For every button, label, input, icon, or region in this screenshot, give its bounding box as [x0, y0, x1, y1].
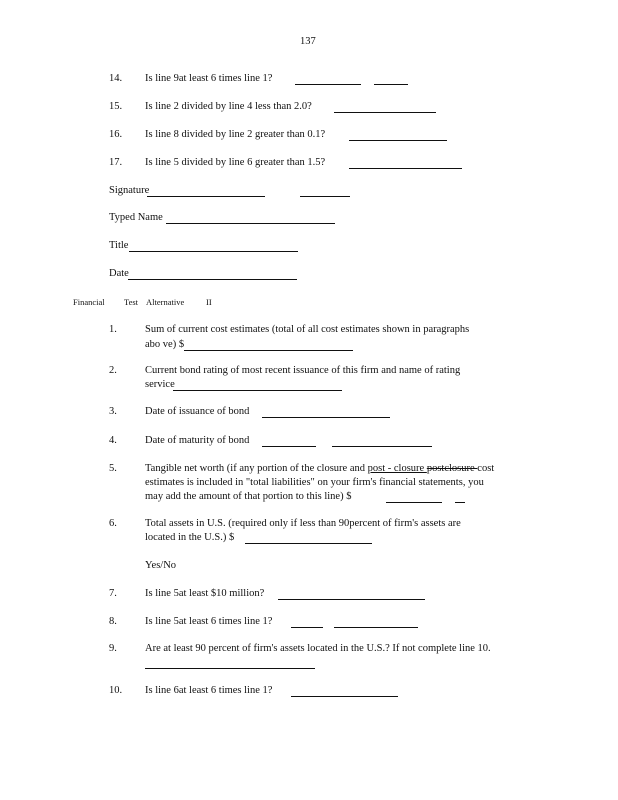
struck-text: postclosure	[426, 463, 478, 474]
title-label: Title	[109, 240, 129, 251]
item-text: Current bond rating of most recent issuance of this firm and name of rating	[145, 365, 461, 376]
item-number: 14.	[109, 73, 123, 84]
item-number: 5.	[109, 463, 117, 474]
typed-name-label: Typed Name	[109, 212, 163, 223]
answer-line[interactable]	[455, 492, 465, 503]
answer-line[interactable]	[184, 340, 353, 351]
item-text: Is line 9at least 6 times line 1?	[145, 73, 273, 84]
date-label: Date	[109, 268, 129, 279]
text-segment: Tangible net worth (if any portion of the closure and	[145, 463, 368, 474]
answer-line[interactable]	[386, 492, 442, 503]
answer-line[interactable]	[291, 686, 398, 697]
answer-line[interactable]	[295, 74, 361, 85]
item-number: 10.	[109, 685, 123, 696]
item-text: Is line 8 divided by line 2 greater than 0.1?	[145, 129, 326, 140]
signature-extra-field[interactable]	[300, 186, 350, 197]
item-number: 9.	[109, 643, 117, 654]
title-field[interactable]	[129, 241, 298, 252]
item-number: 2.	[109, 365, 117, 376]
answer-line[interactable]	[334, 617, 418, 628]
item-text: Is line 6at least 6 times line 1?	[145, 685, 273, 696]
item-number: 3.	[109, 406, 117, 417]
item-number: 7.	[109, 588, 117, 599]
item-text: estimates is included in "total liabilities" on your firm's financial statements, you	[145, 477, 484, 488]
item-text: Sum of current cost estimates (total of all cost estimates shown in paragraphs	[145, 324, 470, 335]
item-number: 6.	[109, 518, 117, 529]
item-text: Total assets in U.S. (required only if less than 90percent of firm's assets are	[145, 518, 461, 529]
item-text: Is line 5 divided by line 6 greater than 1.5?	[145, 157, 326, 168]
item-text: Is line 2 divided by line 4 less than 2.0?	[145, 101, 312, 112]
item-text: Is line 5at least 6 times line 1?	[145, 616, 273, 627]
item-text: may add the amount of that portion to this line) $	[145, 491, 352, 502]
typed-name-field[interactable]	[166, 213, 335, 224]
answer-line[interactable]	[291, 617, 323, 628]
answer-line[interactable]	[374, 74, 408, 85]
answer-line[interactable]	[278, 589, 425, 600]
answer-line[interactable]	[245, 533, 372, 544]
heading-word: Alternative	[146, 297, 185, 307]
yes-no-label: Yes/No	[145, 560, 177, 571]
answer-line[interactable]	[262, 436, 316, 447]
item-number: 1.	[109, 324, 117, 335]
item-number: 17.	[109, 157, 123, 168]
answer-line[interactable]	[332, 436, 432, 447]
heading-word: Financial	[73, 297, 105, 307]
item-text: Are at least 90 percent of firm's assets located in the U.S.? If not complete line 10.	[145, 643, 491, 654]
inserted-text: post - closure	[367, 463, 427, 474]
answer-line[interactable]	[173, 380, 342, 391]
answer-line[interactable]	[349, 130, 447, 141]
item-text: service	[145, 379, 175, 390]
item-number: 16.	[109, 129, 123, 140]
signature-label: Signature	[109, 185, 150, 196]
answer-line[interactable]	[262, 407, 390, 418]
heading-word: II	[206, 297, 212, 307]
item-text: abo ve) $	[145, 339, 185, 350]
answer-line[interactable]	[145, 658, 315, 669]
page-number: 137	[300, 36, 316, 47]
answer-line[interactable]	[349, 158, 462, 169]
item-text: located in the U.S.) $	[145, 532, 235, 543]
item-number: 4.	[109, 435, 117, 446]
item-text: Date of maturity of bond	[145, 435, 250, 446]
date-field[interactable]	[128, 269, 297, 280]
heading-word: Test	[124, 297, 139, 307]
signature-field[interactable]	[147, 186, 265, 197]
answer-line[interactable]	[334, 102, 436, 113]
item-number: 8.	[109, 616, 117, 627]
item-number: 15.	[109, 101, 123, 112]
item-text: Is line 5at least $10 million?	[145, 588, 265, 599]
text-segment: cost	[477, 463, 495, 474]
item-text	[145, 463, 494, 474]
item-text: Date of issuance of bond	[145, 406, 250, 417]
